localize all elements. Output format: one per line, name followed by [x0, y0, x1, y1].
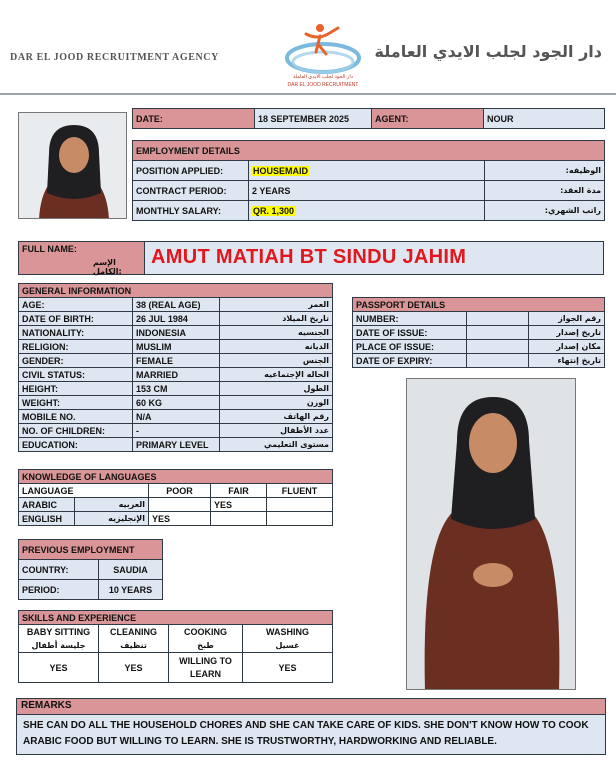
expiry-date-label: DATE OF EXPIRY: — [353, 354, 467, 368]
full-name-box — [18, 241, 604, 275]
issue-date-value — [467, 326, 529, 340]
remarks-title: REMARKS — [17, 699, 605, 715]
agency-name-english: DAR EL JOOD RECRUITMENT AGENCY — [10, 52, 219, 63]
issue-place-value — [467, 340, 529, 354]
cleaning-label: CLEANING — [110, 626, 157, 637]
language-arabic-name-ar: العربيه — [75, 498, 149, 512]
salary-label-arabic: راتب الشهري: — [485, 201, 605, 221]
washing-header — [243, 625, 333, 653]
date-agent-table — [132, 108, 605, 129]
previous-country-value: SAUDIA — [99, 560, 163, 580]
nationality-label: NATIONALITY: — [19, 326, 133, 340]
weight-label: WEIGHT: — [19, 396, 133, 410]
contract-period-value: 2 YEARS — [249, 181, 485, 201]
mobile-label-arabic: رقم الهاتف — [220, 410, 333, 424]
agency-name-arabic: دار الجود لجلب الايدي العاملة — [374, 42, 602, 61]
general-information-table — [18, 283, 333, 452]
language-english-name-ar: الإنجليزيه — [75, 512, 149, 526]
full-name-label: FULL NAME: — [22, 244, 77, 254]
cooking-label-arabic: طبخ — [197, 640, 214, 650]
age-label-arabic: العمر — [220, 298, 333, 312]
previous-employment-table — [18, 539, 163, 600]
washing-label-arabic: غسيل — [275, 640, 300, 650]
civil-status-label-arabic: الحاله الإجتماعيه — [220, 368, 333, 382]
age-label: AGE: — [19, 298, 133, 312]
weight-label-arabic: الوزن — [220, 396, 333, 410]
issue-date-label-arabic: تاريخ إصدار — [529, 326, 605, 340]
children-value: - — [133, 424, 220, 438]
cooking-label: COOKING — [183, 626, 227, 637]
religion-label: RELIGION: — [19, 340, 133, 354]
height-label: HEIGHT: — [19, 382, 133, 396]
education-label: EDUCATION: — [19, 438, 133, 452]
salary-value — [249, 201, 485, 221]
agency-logo — [268, 18, 378, 92]
full-name-label-cell — [19, 242, 145, 274]
language-english-name: ENGLISH — [19, 512, 75, 526]
weight-value: 60 KG — [133, 396, 220, 410]
previous-employment-title: PREVIOUS EMPLOYMENT — [19, 540, 163, 560]
education-label-arabic: مستوى التعليمي — [220, 438, 333, 452]
washing-value: YES — [243, 653, 333, 683]
english-fair — [211, 512, 267, 526]
cleaning-header — [99, 625, 169, 653]
arabic-fair: YES — [211, 498, 267, 512]
passport-details-table — [352, 297, 605, 368]
candidate-photo-small — [18, 112, 127, 219]
height-label-arabic: الطول — [220, 382, 333, 396]
full-name-label-arabic: الإسم الكامل: — [93, 258, 122, 276]
skills-table — [18, 610, 333, 683]
cleaning-label-arabic: تنظيف — [120, 640, 147, 650]
mobile-label: MOBILE NO. — [19, 410, 133, 424]
remarks-box — [16, 698, 606, 755]
logo-caption-arabic: دار الجود لجلب الايدي العاملة — [293, 74, 353, 80]
languages-table — [18, 469, 333, 526]
salary-label: MONTHLY SALARY: — [133, 201, 249, 221]
languages-title: KNOWLEDGE OF LANGUAGES — [19, 470, 333, 484]
gender-label-arabic: الجنس — [220, 354, 333, 368]
full-name-value: AMUT MATIAH BT SINDU JAHIM — [151, 246, 467, 268]
position-value-text: HOUSEMAID — [253, 165, 309, 176]
arabic-poor — [149, 498, 211, 512]
cleaning-value: YES — [99, 653, 169, 683]
contract-period-label: CONTRACT PERIOD: — [133, 181, 249, 201]
issue-place-label: PLACE OF ISSUE: — [353, 340, 467, 354]
dob-value: 26 JUL 1984 — [133, 312, 220, 326]
passport-details-title: PASSPORT DETAILS — [353, 298, 605, 312]
fluent-column-header: FLUENT — [267, 484, 333, 498]
general-information-title: GENERAL INFORMATION — [19, 284, 333, 298]
previous-period-label: PERIOD: — [19, 580, 99, 600]
date-label: DATE: — [133, 109, 255, 129]
baby-sitting-header — [19, 625, 99, 653]
english-poor: YES — [149, 512, 211, 526]
position-label-arabic: الوظيفه: — [485, 161, 605, 181]
children-label-arabic: عدد الأطفال — [220, 424, 333, 438]
logo-caption-english: DAR EL JOOD RECRUITMENT — [287, 82, 359, 88]
previous-country-label: COUNTRY: — [19, 560, 99, 580]
contract-period-label-arabic: مدة العقد: — [485, 181, 605, 201]
cooking-value: WILLING TO LEARN — [169, 653, 243, 683]
position-label: POSITION APPLIED: — [133, 161, 249, 181]
baby-sitting-value: YES — [19, 653, 99, 683]
agent-value: NOUR — [484, 109, 605, 129]
gender-value: FEMALE — [133, 354, 220, 368]
expiry-date-label-arabic: تاريخ إنتهاء — [529, 354, 605, 368]
issue-place-label-arabic: مكان إصدار — [529, 340, 605, 354]
religion-label-arabic: الديانه — [220, 340, 333, 354]
position-value — [249, 161, 485, 181]
mobile-value: N/A — [133, 410, 220, 424]
fair-column-header: FAIR — [211, 484, 267, 498]
age-value: 38 (REAL AGE) — [133, 298, 220, 312]
language-arabic-name: ARABIC — [19, 498, 75, 512]
children-label: NO. OF CHILDREN: — [19, 424, 133, 438]
english-fluent — [267, 512, 333, 526]
arabic-fluent — [267, 498, 333, 512]
skills-title: SKILLS AND EXPERIENCE — [19, 611, 333, 625]
dob-label-arabic: تاريخ الميلاد — [220, 312, 333, 326]
washing-label: WASHING — [265, 626, 309, 637]
religion-value: MUSLIM — [133, 340, 220, 354]
passport-number-label-arabic: رقم الجواز — [529, 312, 605, 326]
expiry-date-value — [467, 354, 529, 368]
gender-label: GENDER: — [19, 354, 133, 368]
height-value: 153 CM — [133, 382, 220, 396]
passport-number-value — [467, 312, 529, 326]
baby-sitting-label-arabic: جليسة أطفال — [31, 640, 86, 650]
candidate-photo-full — [406, 378, 576, 690]
dob-label: DATE OF BIRTH: — [19, 312, 133, 326]
cooking-header — [169, 625, 243, 653]
poor-column-header: POOR — [149, 484, 211, 498]
baby-sitting-label: BABY SITTING — [26, 626, 91, 637]
civil-status-value: MARRIED — [133, 368, 220, 382]
nationality-value: INDONESIA — [133, 326, 220, 340]
agent-label: AGENT: — [372, 109, 484, 129]
date-value: 18 SEPTEMBER 2025 — [255, 109, 372, 129]
previous-period-value: 10 YEARS — [99, 580, 163, 600]
passport-number-label: NUMBER: — [353, 312, 467, 326]
education-value: PRIMARY LEVEL — [133, 438, 220, 452]
civil-status-label: CIVIL STATUS: — [19, 368, 133, 382]
nationality-label-arabic: الجنسيه — [220, 326, 333, 340]
employment-details-table — [132, 140, 605, 221]
remarks-text: SHE CAN DO ALL THE HOUSEHOLD CHORES AND SHE CAN TAKE CARE OF KIDS. SHE DON'T KNOW HOW TO COOK ARABIC FOOD BUT WILLING TO LEARN. SHE IS TRUSTWORTHY, HARDWORKING AND RELIABLE. — [23, 720, 589, 747]
language-column-header: LANGUAGE — [19, 484, 149, 498]
issue-date-label: DATE OF ISSUE: — [353, 326, 467, 340]
salary-value-text: QR. 1,300 — [253, 205, 295, 216]
employment-details-title: EMPLOYMENT DETAILS — [133, 141, 605, 161]
header-divider — [0, 93, 616, 95]
